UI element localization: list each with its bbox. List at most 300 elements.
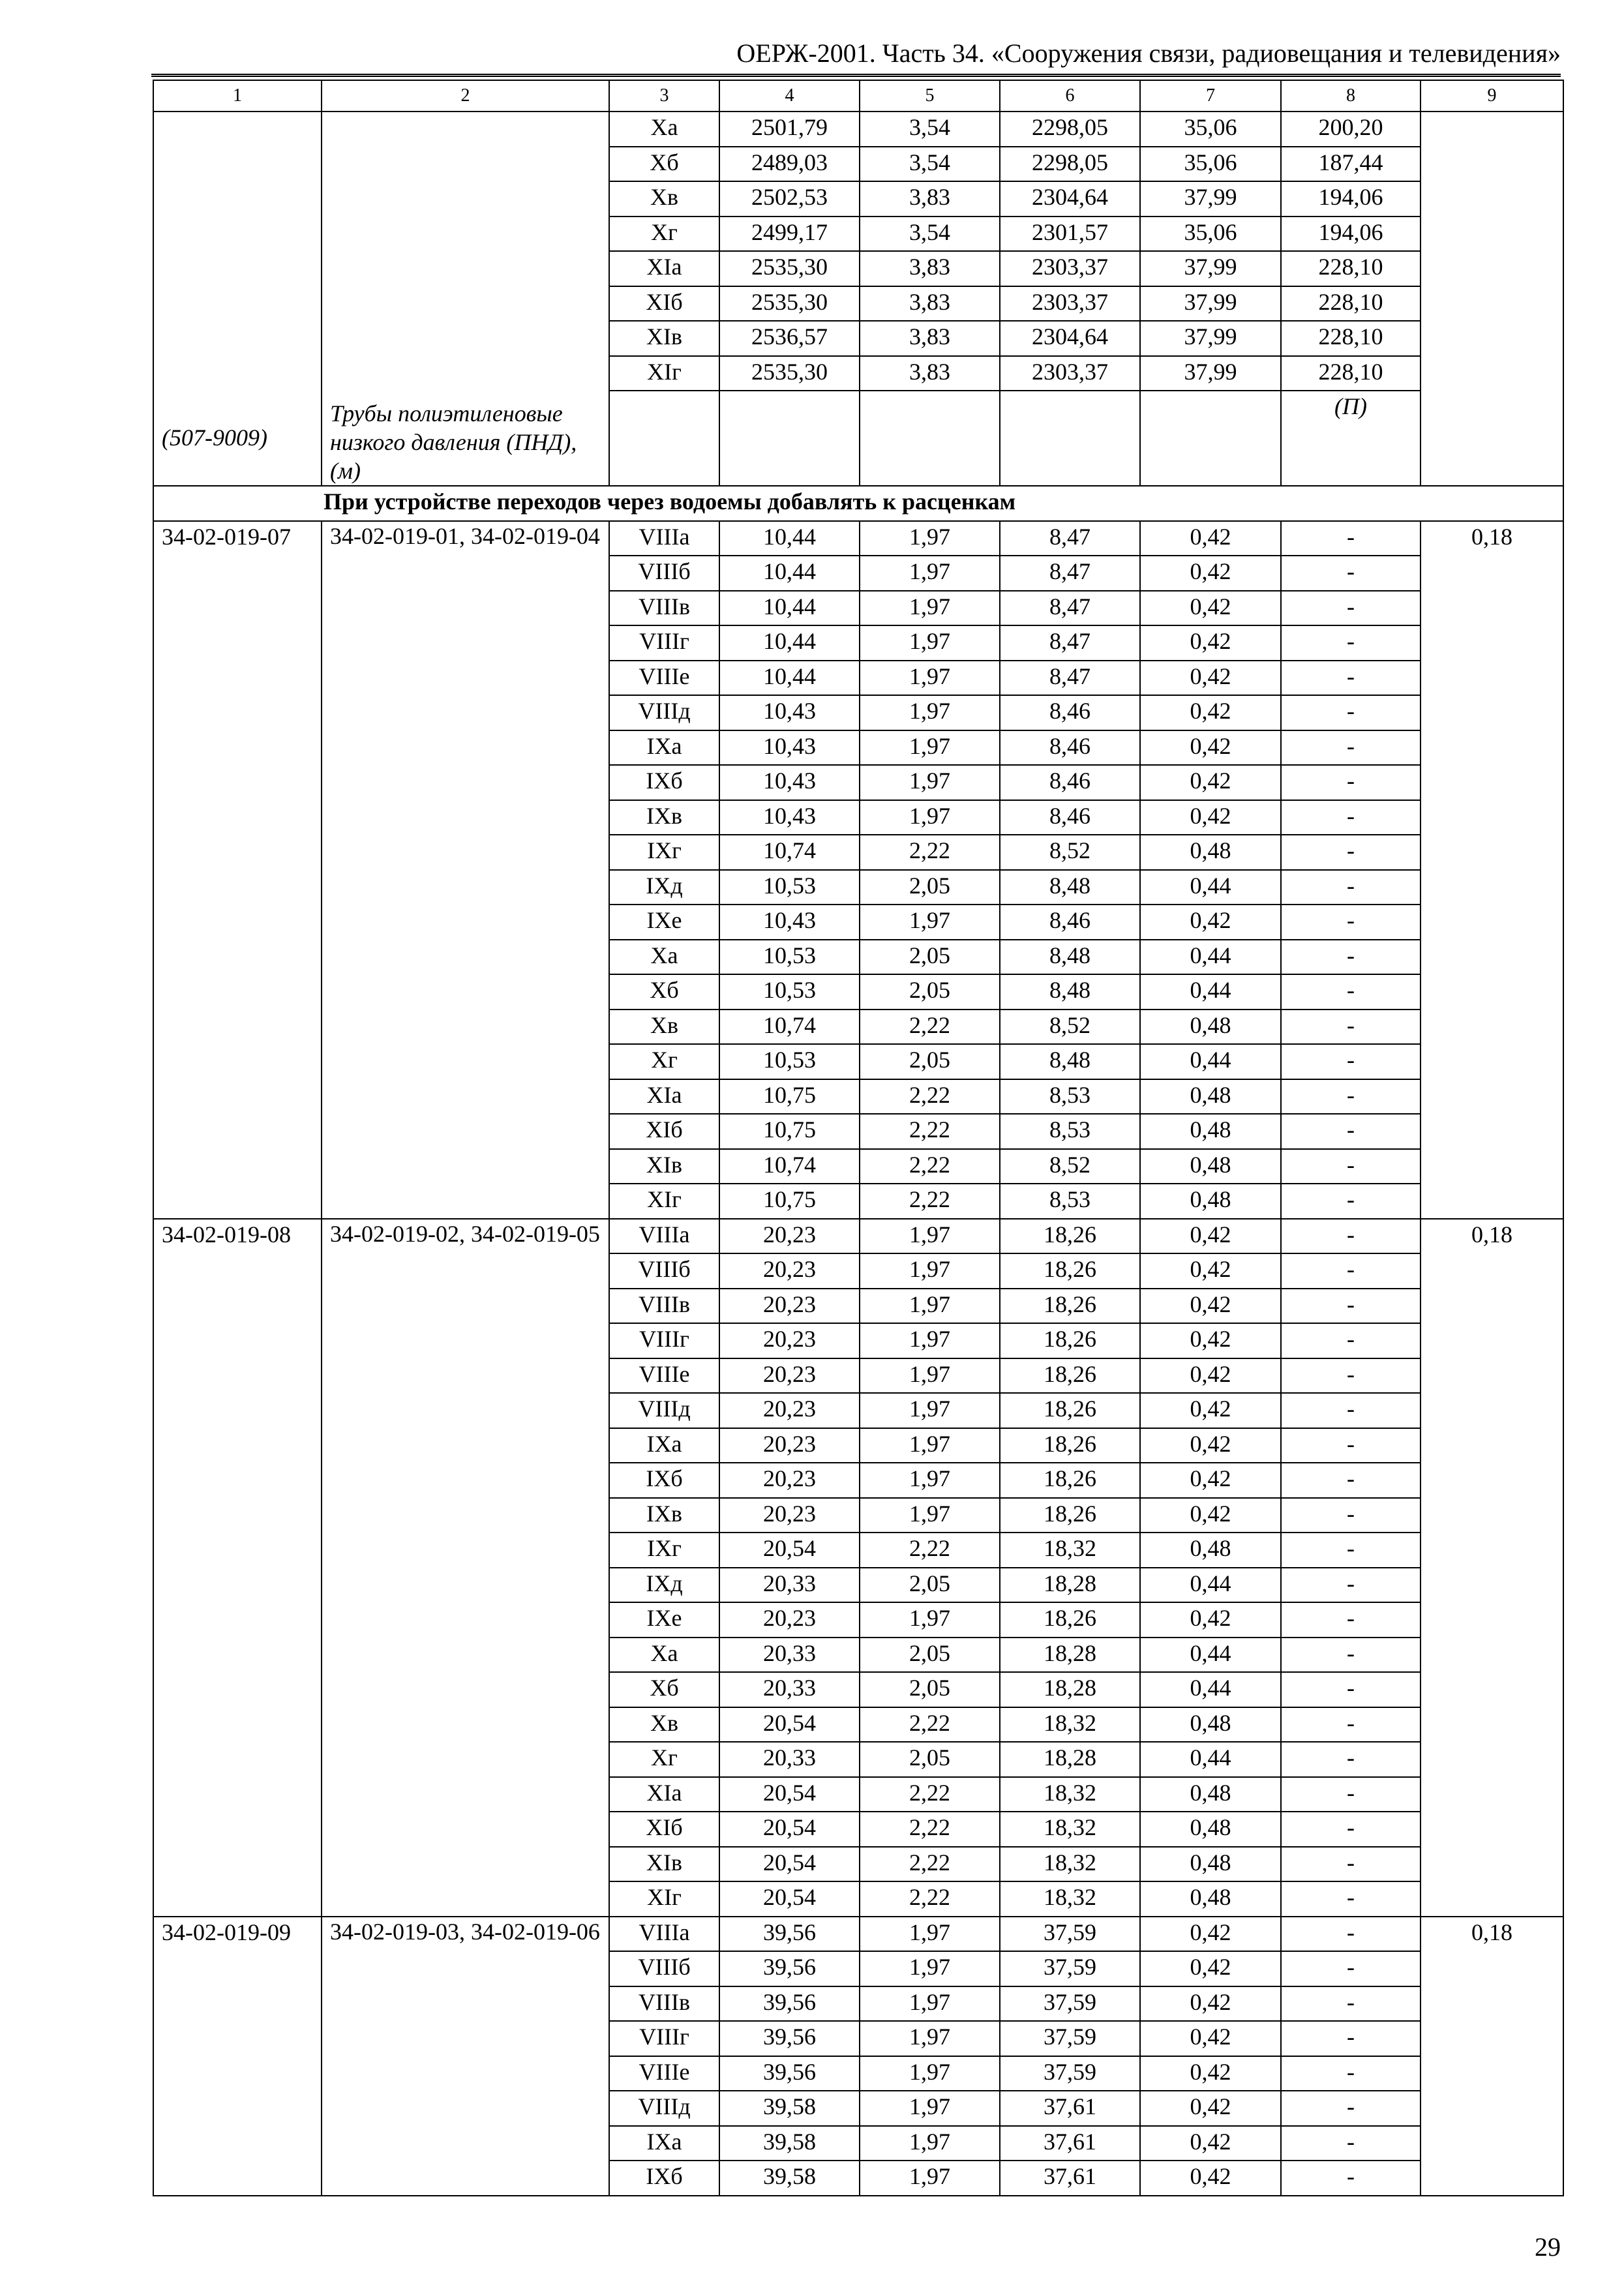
value-cell: 8,46	[1000, 800, 1140, 835]
value-cell: -	[1281, 1149, 1421, 1184]
value-cell: 2,22	[860, 1533, 1000, 1568]
col9-cell	[1421, 112, 1563, 486]
value-cell: -	[1281, 1533, 1421, 1568]
value-cell: 0,44	[1140, 940, 1281, 975]
value-cell: 0,42	[1140, 2126, 1281, 2161]
value-cell: 0,48	[1140, 1847, 1281, 1882]
zone-cell: IXа	[609, 2126, 719, 2161]
resource-code-cell	[153, 112, 322, 486]
value-cell: 10,74	[719, 835, 860, 870]
zone-cell: XIг	[609, 356, 719, 391]
value-cell: 2,05	[860, 870, 1000, 905]
value-cell: 0,42	[1140, 765, 1281, 800]
value-cell: 0,42	[1140, 2056, 1281, 2091]
value-cell: 8,48	[1000, 940, 1140, 975]
rate-code: 34-02-019-09	[153, 1917, 322, 2196]
value-cell: 8,47	[1000, 661, 1140, 696]
value-cell: 37,61	[1000, 2126, 1140, 2161]
value-cell: 8,46	[1000, 730, 1140, 766]
value-cell: 39,56	[719, 1951, 860, 1986]
value-cell: 10,75	[719, 1114, 860, 1149]
value-cell: 2,05	[860, 1742, 1000, 1777]
value-cell: 0,48	[1140, 1010, 1281, 1045]
value-cell: -	[1281, 905, 1421, 940]
value-cell: 0,48	[1140, 1149, 1281, 1184]
value-cell: 2,05	[860, 940, 1000, 975]
zone-cell: XIа	[609, 251, 719, 286]
value-cell: 0,44	[1140, 870, 1281, 905]
value-cell: -	[1281, 1881, 1421, 1917]
value-cell: 0,42	[1140, 591, 1281, 626]
value-cell: -	[1281, 1219, 1421, 1254]
zone-cell: VIIIг	[609, 1323, 719, 1358]
value-cell: 37,59	[1000, 1951, 1140, 1986]
value-cell: 1,97	[860, 1253, 1000, 1289]
column-number: 3	[609, 80, 719, 112]
value-cell: 2501,79	[719, 112, 860, 147]
value-cell: -	[1281, 1428, 1421, 1463]
value-cell: 194,06	[1281, 181, 1421, 217]
value-cell: 0,42	[1140, 1219, 1281, 1254]
rates-table	[153, 80, 1564, 2196]
column-number: 8	[1281, 80, 1421, 112]
value-cell: 0,42	[1140, 695, 1281, 730]
value-cell: 39,56	[719, 1986, 860, 2022]
value-cell: 37,59	[1000, 1917, 1140, 1952]
value-cell: 0,44	[1140, 1568, 1281, 1603]
value-cell: 8,48	[1000, 974, 1140, 1010]
zone-cell: Xб	[609, 147, 719, 182]
zone-cell: VIIIв	[609, 591, 719, 626]
section-title: При устройстве переходов через водоемы добавлять к расценкам	[153, 486, 1563, 521]
rate-code: 34-02-019-08	[153, 1219, 322, 1917]
value-cell: 0,44	[1140, 1672, 1281, 1707]
column-number: 9	[1421, 80, 1563, 112]
value-cell: 8,46	[1000, 765, 1140, 800]
resource-description: Трубы полиэтиленовые низкого давления (ПНД), (м)	[330, 400, 577, 484]
value-cell: 228,10	[1281, 321, 1421, 356]
zone-cell: IXб	[609, 1463, 719, 1498]
zone-cell: XIв	[609, 1847, 719, 1882]
value-cell: -	[1281, 1289, 1421, 1324]
value-cell: 10,75	[719, 1184, 860, 1219]
value-cell: 10,53	[719, 870, 860, 905]
value-cell: 8,46	[1000, 905, 1140, 940]
value-cell: -	[1281, 800, 1421, 835]
value-cell: 10,43	[719, 905, 860, 940]
value-cell: 0,42	[1140, 661, 1281, 696]
value-cell: 1,97	[860, 1917, 1000, 1952]
value-cell: 39,58	[719, 2161, 860, 2196]
value-cell: 10,53	[719, 1044, 860, 1079]
value-cell: 0,44	[1140, 974, 1281, 1010]
value-cell: -	[1281, 2126, 1421, 2161]
value-cell: 2303,37	[1000, 251, 1140, 286]
value-cell: 1,97	[860, 625, 1000, 661]
value-cell: 18,26	[1000, 1393, 1140, 1428]
value-cell: 2,22	[860, 1881, 1000, 1917]
column-number: 6	[1000, 80, 1140, 112]
value-cell: 18,28	[1000, 1638, 1140, 1673]
value-cell: 20,23	[719, 1358, 860, 1394]
value-cell: 20,23	[719, 1289, 860, 1324]
value-cell: 35,06	[1140, 112, 1281, 147]
value-cell: 2,22	[860, 1149, 1000, 1184]
column-number: 7	[1140, 80, 1281, 112]
value-cell: 1,97	[860, 1498, 1000, 1533]
value-cell: 39,56	[719, 2056, 860, 2091]
value-cell: 18,28	[1000, 1568, 1140, 1603]
value-cell: -	[1281, 1638, 1421, 1673]
zone-cell: Xг	[609, 1044, 719, 1079]
value-cell: 10,75	[719, 1079, 860, 1115]
value-cell: 10,53	[719, 940, 860, 975]
value-cell: 18,32	[1000, 1812, 1140, 1847]
value-cell: 200,20	[1281, 112, 1421, 147]
zone-cell: VIIIг	[609, 2021, 719, 2056]
zone-cell: VIIIе	[609, 661, 719, 696]
value-cell: 3,83	[860, 321, 1000, 356]
zone-cell: XIа	[609, 1777, 719, 1812]
value-cell: 8,47	[1000, 591, 1140, 626]
value-cell: -	[1281, 1847, 1421, 1882]
value-cell: 20,33	[719, 1742, 860, 1777]
zone-cell: VIIIг	[609, 625, 719, 661]
zone-cell: IXе	[609, 1602, 719, 1638]
value-cell: 8,47	[1000, 625, 1140, 661]
zone-cell: XIб	[609, 1812, 719, 1847]
value-cell: -	[1281, 1568, 1421, 1603]
zone-cell: XIв	[609, 1149, 719, 1184]
table-row	[153, 1219, 1563, 1254]
value-cell: 0,42	[1140, 1393, 1281, 1428]
value-cell: 18,26	[1000, 1463, 1140, 1498]
value-cell: 0,42	[1140, 1323, 1281, 1358]
value-cell: 20,33	[719, 1568, 860, 1603]
value-cell: 1,97	[860, 2161, 1000, 2196]
value-cell: 18,26	[1000, 1253, 1140, 1289]
value-cell: 39,58	[719, 2126, 860, 2161]
value-cell: 1,97	[860, 905, 1000, 940]
value-cell: 1,97	[860, 556, 1000, 591]
value-cell: 8,47	[1000, 521, 1140, 556]
value-cell: 10,44	[719, 556, 860, 591]
value-cell: 37,99	[1140, 286, 1281, 322]
value-cell: -	[1281, 765, 1421, 800]
zone-cell: VIIIд	[609, 1393, 719, 1428]
zone-cell: Xб	[609, 1672, 719, 1707]
zone-cell: Xв	[609, 1707, 719, 1743]
value-cell: 35,06	[1140, 147, 1281, 182]
value-cell: 1,97	[860, 1358, 1000, 1394]
value-cell: 2,05	[860, 1044, 1000, 1079]
zone-cell: IXв	[609, 1498, 719, 1533]
value-cell: 10,53	[719, 974, 860, 1010]
value-cell: 18,32	[1000, 1881, 1140, 1917]
value-cell: 0,42	[1140, 2091, 1281, 2126]
zone-cell: XIб	[609, 286, 719, 322]
value-cell: 2303,37	[1000, 356, 1140, 391]
column-number: 2	[322, 80, 609, 112]
unit-note: (П)	[1334, 393, 1367, 419]
value-cell: 2,05	[860, 1672, 1000, 1707]
zone-cell: IXг	[609, 1533, 719, 1568]
value-cell: 1,97	[860, 1463, 1000, 1498]
value-cell: 37,61	[1000, 2161, 1140, 2196]
value-cell: -	[1281, 2056, 1421, 2091]
value-cell: 8,52	[1000, 1010, 1140, 1045]
value-cell: -	[1281, 625, 1421, 661]
value-cell: -	[1281, 1812, 1421, 1847]
value-cell: 2,22	[860, 1079, 1000, 1115]
value-cell: 37,59	[1000, 1986, 1140, 2022]
col9-value: 0,18	[1421, 1219, 1563, 1917]
value-cell: 2,22	[860, 1707, 1000, 1743]
value-cell: 18,26	[1000, 1323, 1140, 1358]
value-cell: 0,48	[1140, 1114, 1281, 1149]
value-cell: 1,97	[860, 1986, 1000, 2022]
zone-cell: Xа	[609, 1638, 719, 1673]
value-cell: 0,42	[1140, 1917, 1281, 1952]
value-cell: 2,05	[860, 1638, 1000, 1673]
value-cell: -	[1281, 1951, 1421, 1986]
value-cell: 2,22	[860, 1777, 1000, 1812]
value-cell: -	[1281, 1079, 1421, 1115]
zone-cell: VIIIв	[609, 1289, 719, 1324]
value-cell: 1,97	[860, 591, 1000, 626]
table-row	[153, 521, 1563, 556]
value-cell: -	[1281, 1393, 1421, 1428]
value-cell: 20,33	[719, 1638, 860, 1673]
value-cell: -	[1281, 1986, 1421, 2022]
value-cell: 3,83	[860, 356, 1000, 391]
resource-code: (507-9009)	[162, 425, 267, 451]
value-cell: 3,83	[860, 181, 1000, 217]
table-row	[153, 112, 1563, 147]
zone-cell: IXг	[609, 835, 719, 870]
value-cell: 37,99	[1140, 181, 1281, 217]
zone-cell: XIг	[609, 1881, 719, 1917]
rate-refs: 34-02-019-02, 34-02-019-05	[322, 1219, 609, 1917]
value-cell: 20,23	[719, 1219, 860, 1254]
value-cell: 20,23	[719, 1498, 860, 1533]
value-cell: 8,52	[1000, 1149, 1140, 1184]
value-cell: 2303,37	[1000, 286, 1140, 322]
column-numbers-row	[153, 80, 1563, 112]
col9-value: 0,18	[1421, 1917, 1563, 2196]
value-cell: 2298,05	[1000, 112, 1140, 147]
value-cell: 8,52	[1000, 835, 1140, 870]
value-cell: 0,44	[1140, 1044, 1281, 1079]
value-cell: -	[1281, 1323, 1421, 1358]
zone-cell: XIг	[609, 1184, 719, 1219]
value-cell: 0,42	[1140, 1498, 1281, 1533]
zone-cell: VIIIб	[609, 1951, 719, 1986]
value-cell: 3,54	[860, 147, 1000, 182]
column-number: 5	[860, 80, 1000, 112]
value-cell: 0,42	[1140, 1951, 1281, 1986]
value-cell: 39,56	[719, 1917, 860, 1952]
value-cell: 18,32	[1000, 1533, 1140, 1568]
value-cell: 1,97	[860, 521, 1000, 556]
value-cell: 2535,30	[719, 286, 860, 322]
zone-cell: VIIIе	[609, 1358, 719, 1394]
value-cell: -	[1281, 1463, 1421, 1498]
zone-cell: Xв	[609, 1010, 719, 1045]
value-cell: -	[1281, 521, 1421, 556]
resource-desc-cell	[322, 112, 609, 486]
value-cell: 2535,30	[719, 251, 860, 286]
value-cell: 0,48	[1140, 1812, 1281, 1847]
value-cell: 8,46	[1000, 695, 1140, 730]
section-title-row	[153, 486, 1563, 521]
zone-cell: VIIIа	[609, 521, 719, 556]
zone-cell: VIIIд	[609, 695, 719, 730]
zone-cell: Xв	[609, 181, 719, 217]
value-cell: 1,97	[860, 730, 1000, 766]
value-cell: 0,42	[1140, 2161, 1281, 2196]
value-cell: -	[1281, 1358, 1421, 1394]
value-cell: 20,23	[719, 1323, 860, 1358]
zone-cell: IXа	[609, 1428, 719, 1463]
value-cell: 0,48	[1140, 1184, 1281, 1219]
value-cell: 10,43	[719, 800, 860, 835]
value-cell: 2,05	[860, 1568, 1000, 1603]
value-cell: 228,10	[1281, 356, 1421, 391]
value-cell: 8,53	[1000, 1184, 1140, 1219]
empty-cell	[860, 391, 1000, 486]
value-cell: 0,42	[1140, 1253, 1281, 1289]
zone-cell: Xг	[609, 1742, 719, 1777]
value-cell: -	[1281, 730, 1421, 766]
zone-cell: IXб	[609, 765, 719, 800]
value-cell: 0,48	[1140, 1533, 1281, 1568]
value-cell: -	[1281, 1498, 1421, 1533]
value-cell: 8,53	[1000, 1114, 1140, 1149]
value-cell: 20,23	[719, 1602, 860, 1638]
value-cell: 0,42	[1140, 905, 1281, 940]
value-cell: 1,97	[860, 800, 1000, 835]
zone-cell: VIIIе	[609, 2056, 719, 2091]
value-cell: 0,42	[1140, 1289, 1281, 1324]
value-cell: 3,54	[860, 112, 1000, 147]
value-cell: 0,48	[1140, 1079, 1281, 1115]
value-cell: 37,99	[1140, 356, 1281, 391]
value-cell: 2535,30	[719, 356, 860, 391]
value-cell: 2499,17	[719, 217, 860, 252]
value-cell: 10,43	[719, 695, 860, 730]
value-cell: 3,83	[860, 251, 1000, 286]
value-cell: -	[1281, 1044, 1421, 1079]
rate-refs: 34-02-019-03, 34-02-019-06	[322, 1917, 609, 2196]
value-cell: 1,97	[860, 1602, 1000, 1638]
value-cell: -	[1281, 1742, 1421, 1777]
value-cell: 1,97	[860, 1219, 1000, 1254]
value-cell: 20,54	[719, 1847, 860, 1882]
value-cell: 0,42	[1140, 1986, 1281, 2022]
zone-cell: Xг	[609, 217, 719, 252]
zone-cell: XIб	[609, 1114, 719, 1149]
value-cell: 3,54	[860, 217, 1000, 252]
value-cell: 37,59	[1000, 2021, 1140, 2056]
value-cell: 20,54	[719, 1777, 860, 1812]
zone-cell: VIIIв	[609, 1986, 719, 2022]
value-cell: -	[1281, 1672, 1421, 1707]
value-cell: 10,74	[719, 1149, 860, 1184]
value-cell: 18,32	[1000, 1847, 1140, 1882]
value-cell: -	[1281, 1184, 1421, 1219]
value-cell: 1,97	[860, 1951, 1000, 1986]
value-cell: 37,99	[1140, 251, 1281, 286]
value-cell: 37,61	[1000, 2091, 1140, 2126]
value-cell: 0,44	[1140, 1742, 1281, 1777]
zone-cell: Xб	[609, 974, 719, 1010]
value-cell: 2304,64	[1000, 181, 1140, 217]
value-cell: 1,97	[860, 2056, 1000, 2091]
value-cell: 18,28	[1000, 1672, 1140, 1707]
value-cell: -	[1281, 1602, 1421, 1638]
value-cell: -	[1281, 2021, 1421, 2056]
value-cell: -	[1281, 1010, 1421, 1045]
value-cell: 1,97	[860, 1289, 1000, 1324]
value-cell: -	[1281, 695, 1421, 730]
value-cell: 18,26	[1000, 1498, 1140, 1533]
value-cell: 2,22	[860, 835, 1000, 870]
value-cell: 37,59	[1000, 2056, 1140, 2091]
table-row	[153, 1917, 1563, 1952]
unit-note-cell	[1281, 391, 1421, 486]
zone-cell: VIIIб	[609, 556, 719, 591]
header-rule	[151, 74, 1561, 77]
value-cell: -	[1281, 2161, 1421, 2196]
value-cell: 0,44	[1140, 1638, 1281, 1673]
zone-cell: Xа	[609, 112, 719, 147]
value-cell: 18,32	[1000, 1707, 1140, 1743]
value-cell: -	[1281, 591, 1421, 626]
value-cell: 1,97	[860, 1393, 1000, 1428]
value-cell: 2,22	[860, 1812, 1000, 1847]
empty-cell	[1000, 391, 1140, 486]
empty-cell	[719, 391, 860, 486]
value-cell: 20,54	[719, 1812, 860, 1847]
value-cell: 18,32	[1000, 1777, 1140, 1812]
rate-refs: 34-02-019-01, 34-02-019-04	[322, 521, 609, 1219]
value-cell: 8,53	[1000, 1079, 1140, 1115]
value-cell: 2489,03	[719, 147, 860, 182]
value-cell: 18,28	[1000, 1742, 1140, 1777]
value-cell: 0,42	[1140, 1358, 1281, 1394]
value-cell: 10,74	[719, 1010, 860, 1045]
value-cell: 1,97	[860, 2091, 1000, 2126]
value-cell: 0,42	[1140, 521, 1281, 556]
value-cell: 20,54	[719, 1881, 860, 1917]
value-cell: -	[1281, 835, 1421, 870]
value-cell: 1,97	[860, 1428, 1000, 1463]
zone-cell: IXд	[609, 870, 719, 905]
value-cell: 0,48	[1140, 835, 1281, 870]
value-cell: 0,42	[1140, 730, 1281, 766]
value-cell: -	[1281, 1253, 1421, 1289]
value-cell: 20,23	[719, 1393, 860, 1428]
rate-code: 34-02-019-07	[153, 521, 322, 1219]
value-cell: 18,26	[1000, 1428, 1140, 1463]
zone-cell: IXд	[609, 1568, 719, 1603]
zone-cell: VIIIд	[609, 2091, 719, 2126]
value-cell: 35,06	[1140, 217, 1281, 252]
value-cell: 1,97	[860, 2021, 1000, 2056]
value-cell: 2,22	[860, 1010, 1000, 1045]
value-cell: 2,22	[860, 1114, 1000, 1149]
